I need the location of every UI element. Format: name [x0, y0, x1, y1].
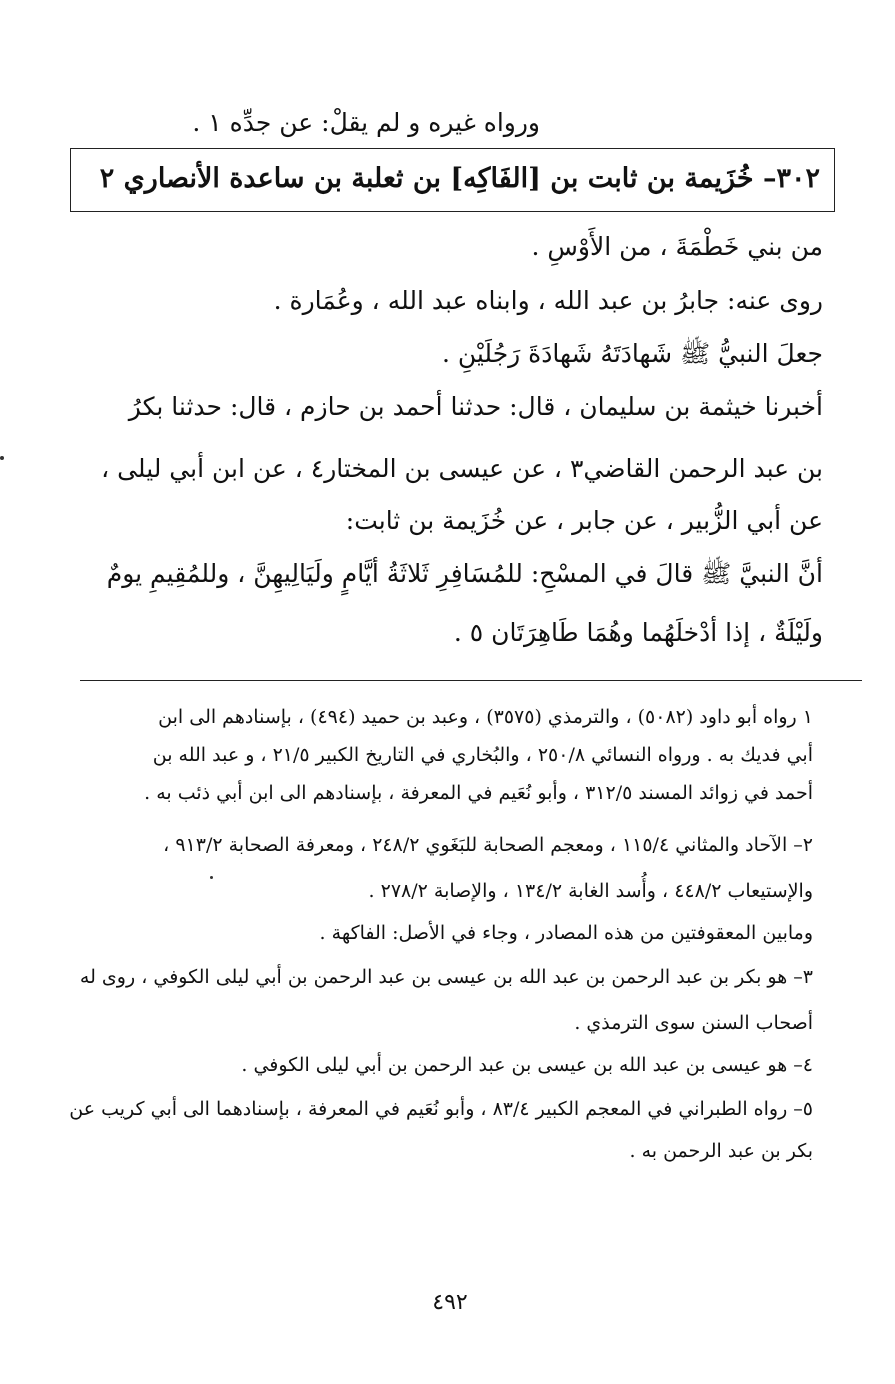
body-line: عن أبي الزُّبير ، عن جابر ، عن خُزَيمة بن ثابت:	[345, 506, 823, 535]
footnote-line: أصحاب السنن سوى الترمذي .	[574, 1012, 813, 1034]
body-line: من بني خَطْمَةَ ، من الأَوْسِ .	[531, 232, 823, 261]
footnote-line: ومابين المعقوفتين من هذه المصادر ، وجاء في الأصل: الفاكهة .	[319, 922, 813, 944]
body-line: جعلَ النبيُّ ﷺ شَهادَتَهُ شَهادَةَ رَجُلَيْنِ .	[441, 339, 823, 368]
body-line: ولَيْلَةٌ ، إذا أدْخلَهُما وهُمَا طَاهِرَتَان ٥ .	[453, 618, 823, 647]
entry-title-box	[70, 148, 835, 212]
footnote-line: ٣– هو بكر بن عبد الرحمن بن عبد الله بن عيسى بن عبد الرحمن بن أبي ليلى الكوفي ، روى له	[79, 966, 813, 988]
top-line: ورواه غيره و لم يقلْ: عن جدِّه ١ .	[192, 108, 540, 137]
body-line: روى عنه: جابرُ بن عبد الله ، وابناه عبد الله ، وعُمَارة .	[273, 286, 823, 315]
body-line: أنَّ النبيَّ ﷺ قالَ في المسْحِ: للمُسَافِرِ ثَلاثَةُ أيَّامٍ ولَيَالِيهِنَّ ، وللمُقِيمِ يومٌ	[106, 559, 823, 588]
footnote-separator	[80, 680, 862, 681]
footnote-line: أحمد في زوائد المسند ٣١٢/٥ ، وأبو نُعَيم في المعرفة ، بإسنادهم الى ابن أبي ذئب به .	[144, 782, 813, 804]
scan-speck	[210, 876, 213, 879]
footnote-line: ٥– رواه الطبراني في المعجم الكبير ٨٣/٤ ، وأبو نُعَيم في المعرفة ، بإسنادهما الى أبي كريب عن	[69, 1098, 813, 1120]
scan-speck	[0, 456, 4, 460]
footnote-line: ٤– هو عيسى بن عبد الله بن عيسى بن عبد الرحمن بن أبي ليلى الكوفي .	[241, 1054, 813, 1076]
footnote-line: ٢– الآحاد والمثاني ١١٥/٤ ، ومعجم الصحابة للبَغَوي ٢٤٨/٢ ، ومعرفة الصحابة ٩١٣/٢ ،	[163, 834, 813, 856]
footnote-line: ١ رواه أبو داود (٥٠٨٢) ، والترمذي (٣٥٧٥) ، وعبد بن حميد (٤٩٤) ، بإسنادهم الى ابن	[158, 706, 813, 728]
entry-title: ٣٠٢– خُزَيمة بن ثابت بن [الفَاكِه] بن ثعلبة بن ساعدة الأنصاري ٢	[99, 163, 820, 194]
footnote-line: بكر بن عبد الرحمن به .	[629, 1140, 813, 1162]
page-number: ٤٩٢	[432, 1290, 468, 1315]
footnote-line: والإستيعاب ٤٤٨/٢ ، وأُسد الغابة ١٣٤/٢ ، والإصابة ٢٧٨/٢ .	[368, 880, 813, 902]
body-line: بن عبد الرحمن القاضي٣ ، عن عيسى بن المختار٤ ، عن ابن أبي ليلى ،	[101, 454, 823, 483]
body-line: أخبرنا خيثمة بن سليمان ، قال: حدثنا أحمد بن حازم ، قال: حدثنا بكرُ	[128, 392, 823, 421]
footnote-line: أبي فديك به . ورواه النسائي ٢٥٠/٨ ، والبُخاري في التاريخ الكبير ٢١/٥ ، و عبد الله بن	[152, 744, 813, 766]
